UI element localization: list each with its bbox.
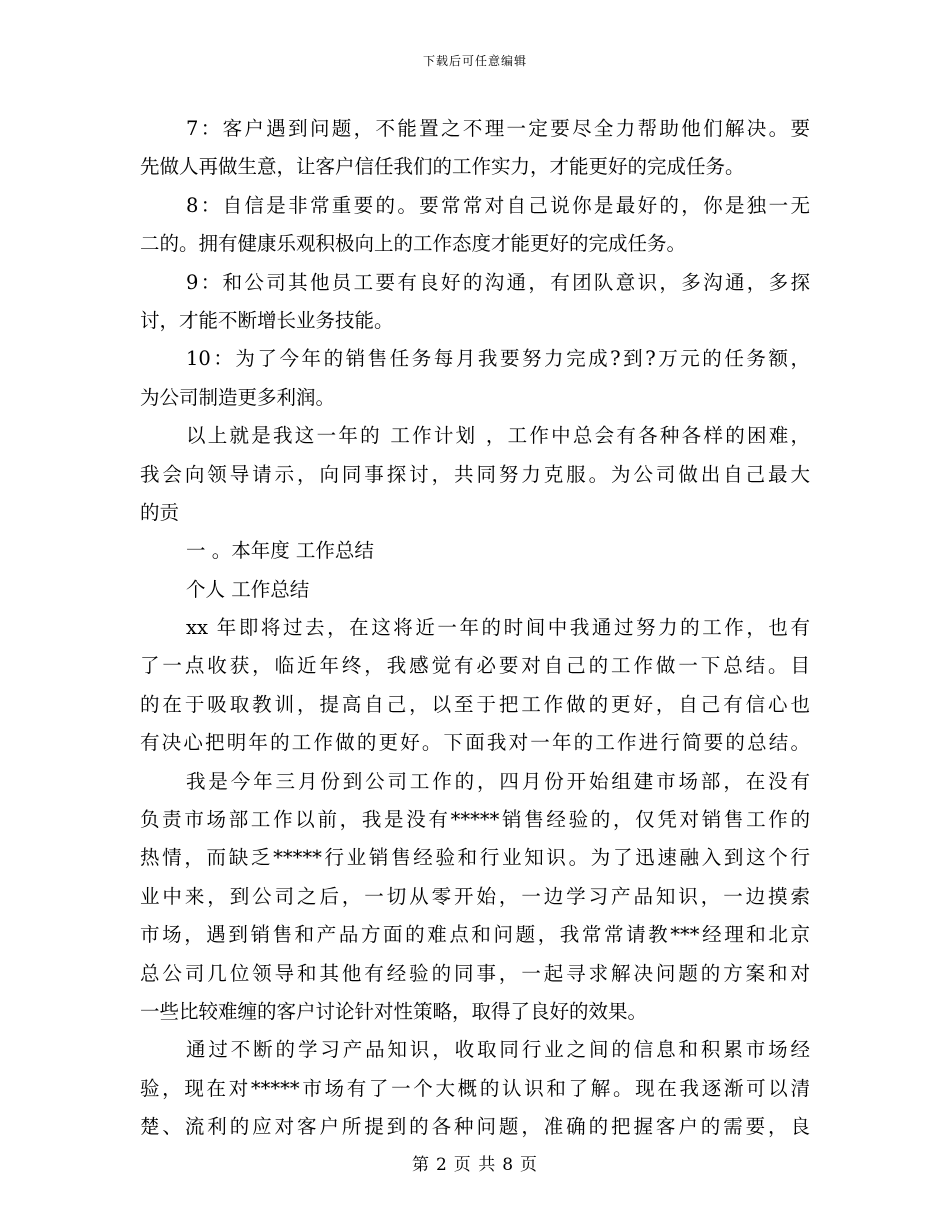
text-line: 的在于吸取教训，提高自己，以至于把工作做的更好，自己有信心也: [140, 692, 810, 716]
text-line: 市场，遇到销售和产品方面的难点和问题，我常常请教***经理和北京: [140, 923, 810, 947]
paragraph-item-9: [140, 264, 810, 341]
page-number: 2: [435, 1155, 448, 1175]
text-line: 一些比较难缠的客户讨论针对性策略，取得了良好的效果。: [140, 999, 648, 1023]
text-line: 有决心把明年的工作做的更好。下面我对一年的工作进行简要的总结。: [140, 731, 810, 755]
text-line: 先做人再做生意，让客户信任我们的工作实力，才能更好的完成任务。: [140, 155, 745, 179]
footer-suffix: 页: [520, 1155, 539, 1175]
footer-mid: 页 共: [453, 1155, 497, 1175]
text-line: 通过不断的学习产品知识，收取同行业之间的信息和积累市场经: [186, 1038, 810, 1062]
text-line: 热情，而缺乏*****行业销售经验和行业知识。为了迅速融入到这个行: [140, 846, 810, 870]
paragraph-experience: [140, 763, 810, 1032]
paragraph-learning: [140, 1031, 810, 1146]
total-pages: 8: [502, 1155, 515, 1175]
page-footer: [0, 1150, 950, 1175]
text-line: 9：和公司其他员工要有良好的沟通，有团队意识，多沟通，多探: [186, 270, 810, 294]
paragraph-item-8: [140, 187, 810, 264]
text-line: 二的。拥有健康乐观积极向上的工作态度才能更好的完成任务。: [140, 232, 687, 256]
paragraph-item-10: [140, 340, 810, 417]
text-line: 以上就是我这一年的 工作计划 ，工作中总会有各种各样的困难，: [186, 424, 810, 448]
text-line: 为公司制造更多利润。: [140, 385, 336, 409]
document-body: [140, 110, 810, 1147]
header-text: 下载后可任意编辑: [422, 54, 527, 68]
heading-line: 一 。本年度 工作总结: [186, 539, 374, 563]
text-line: 的贡: [140, 500, 180, 524]
text-line: 楚、流利的应对客户所提到的各种问题，准确的把握客户的需要，良: [140, 1115, 810, 1139]
text-line: 讨，才能不断增长业务技能。: [140, 308, 394, 332]
page-header: [0, 52, 950, 69]
footer-prefix: 第: [411, 1155, 430, 1175]
heading-line: 个人 工作总结: [186, 577, 310, 601]
text-line: 7：客户遇到问题，不能置之不理一定要尽全力帮助他们解决。要: [186, 117, 810, 140]
paragraph-item-7: [140, 110, 810, 187]
section-heading: [140, 532, 810, 570]
text-line: 业中来，到公司之后，一切从零开始，一边学习产品知识，一边摸索: [140, 884, 810, 908]
text-line: xx 年即将过去，在这将近一年的时间中我通过努力的工作，也有: [186, 616, 810, 640]
section-subheading: [140, 571, 810, 609]
text-line: 验，现在对*****市场有了一个大概的认识和了解。现在我逐渐可以清: [140, 1076, 810, 1100]
text-line: 10：为了今年的销售任务每月我要努力完成?到?万元的任务额，: [186, 347, 810, 371]
paragraph-intro: [140, 609, 810, 763]
text-line: 负责市场部工作以前，我是没有*****销售经验的，仅凭对销售工作的: [140, 808, 810, 832]
text-line: 了一点收获，临近年终，我感觉有必要对自己的工作做一下总结。目: [140, 654, 810, 678]
text-line: 我是今年三月份到公司工作的，四月份开始组建市场部，在没有: [186, 769, 810, 793]
paragraph-summary: [140, 417, 810, 532]
text-line: 8：自信是非常重要的。要常常对自己说你是最好的，你是独一无: [186, 193, 810, 217]
text-line: 我会向领导请示，向同事探讨，共同努力克服。为公司做出自己最大: [140, 462, 810, 486]
text-line: 总公司几位领导和其他有经验的同事，一起寻求解决问题的方案和对: [140, 961, 810, 985]
